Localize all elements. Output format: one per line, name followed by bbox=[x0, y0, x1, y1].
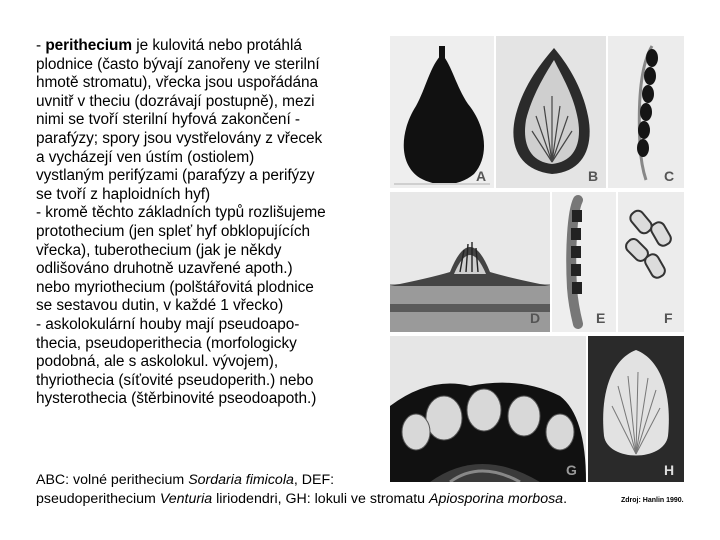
caption-text: , DEF: bbox=[293, 472, 335, 488]
text-line: vřecka), tuberothecium (jak je někdy bbox=[36, 241, 282, 259]
label-g: G bbox=[566, 462, 577, 478]
term-perithecium: perithecium bbox=[45, 37, 132, 54]
species-name-sordaria: Sordaria fimicola bbox=[188, 472, 294, 488]
text-line-1 bbox=[36, 37, 381, 56]
text-line: plodnice (často bývají zanořeny ve sterilní bbox=[36, 55, 320, 73]
caption-text: . bbox=[563, 490, 568, 507]
ascus-spores-image bbox=[608, 36, 684, 188]
caption-text: pseudoperithecium bbox=[36, 490, 160, 507]
perithecium-whole-image bbox=[390, 36, 494, 188]
figure-micrographs bbox=[388, 34, 686, 482]
figure-caption bbox=[36, 471, 636, 508]
pseudoperithecium-image bbox=[390, 192, 550, 332]
caption-text: liriodendri, GH: lokuli ve stromatu bbox=[212, 490, 429, 507]
text-line: parafýzy; spory jsou vystřelovány z vřecek bbox=[36, 129, 323, 147]
label-c: C bbox=[664, 168, 675, 184]
text-line: nimi se tvoří sterilní hyfová zakončení - bbox=[36, 111, 300, 129]
panel-f-spores bbox=[618, 192, 684, 332]
locule-detail-image bbox=[588, 336, 684, 482]
panel-e-ascus bbox=[552, 192, 616, 332]
panel-b-perithecium-section bbox=[496, 36, 606, 188]
text-line: a vycházejí ven ústím (ostiolem) bbox=[36, 148, 255, 166]
text-line: protothecium (jen spleť hyf obklopujících bbox=[36, 222, 311, 240]
label-e: E bbox=[596, 310, 606, 326]
text-line: - kromě těchto základních typů rozlišujeme bbox=[36, 204, 326, 222]
text-line: odlišováno druhotně uzavřené apoth.) bbox=[36, 260, 293, 278]
text-line: se sestavou dutin, v každé 1 vřecko) bbox=[36, 297, 284, 315]
species-name-apiosporina: Apiosporina morbosa bbox=[429, 490, 564, 507]
label-d: D bbox=[530, 310, 541, 326]
caption-line-1 bbox=[36, 471, 636, 490]
label-b: B bbox=[588, 168, 599, 184]
text-line: hysterothecia (štěrbinovité pseodoapoth.) bbox=[36, 390, 317, 408]
label-h: H bbox=[664, 462, 675, 478]
perithecium-section-image bbox=[496, 36, 606, 188]
panel-a-perithecium bbox=[390, 36, 494, 188]
text-line: thyriothecia (síťovité pseudoperith.) nebo bbox=[36, 371, 314, 389]
caption-text: ABC: volné perithecium bbox=[36, 472, 189, 488]
text-line: hmotě stromatu), vřecka jsou uspořádána bbox=[36, 74, 319, 92]
stroma-locules-image bbox=[390, 336, 586, 482]
text-prefix: - bbox=[36, 37, 46, 54]
panel-g-stroma-locules bbox=[390, 336, 586, 482]
caption-line-2 bbox=[36, 490, 636, 509]
text-line-1-rest: je kulovitá nebo protáhlá bbox=[132, 37, 302, 54]
text-line: vystlaným perifýzami (parafýzy a perifýzy bbox=[36, 167, 315, 185]
ascospores-image bbox=[618, 192, 684, 332]
text-line: se tvoří z haploidních hyf) bbox=[36, 185, 211, 203]
label-a: A bbox=[476, 168, 487, 184]
text-line: nebo myriothecium (polštářovitá plodnice bbox=[36, 278, 314, 296]
text-line: thecia, pseudoperithecia (morfologicky bbox=[36, 334, 297, 352]
label-f: F bbox=[664, 310, 673, 326]
text-line: - askolokulární houby mají pseudoapo- bbox=[36, 315, 300, 333]
source-note: Zdroj: Hanlin 1990. bbox=[621, 497, 684, 504]
panel-d-pseudoperithecium bbox=[390, 192, 550, 332]
text-line: uvnitř v theciu (dozrávají postupně), mezi bbox=[36, 92, 315, 110]
text-line: podobná, ale s askolokul. vývojem), bbox=[36, 353, 279, 371]
genus-name-venturia: Venturia bbox=[159, 490, 213, 507]
ascus-elongated-image bbox=[552, 192, 616, 332]
panel-h-locule-detail bbox=[588, 336, 684, 482]
panel-c-ascus bbox=[608, 36, 684, 188]
main-text-block bbox=[36, 37, 381, 409]
